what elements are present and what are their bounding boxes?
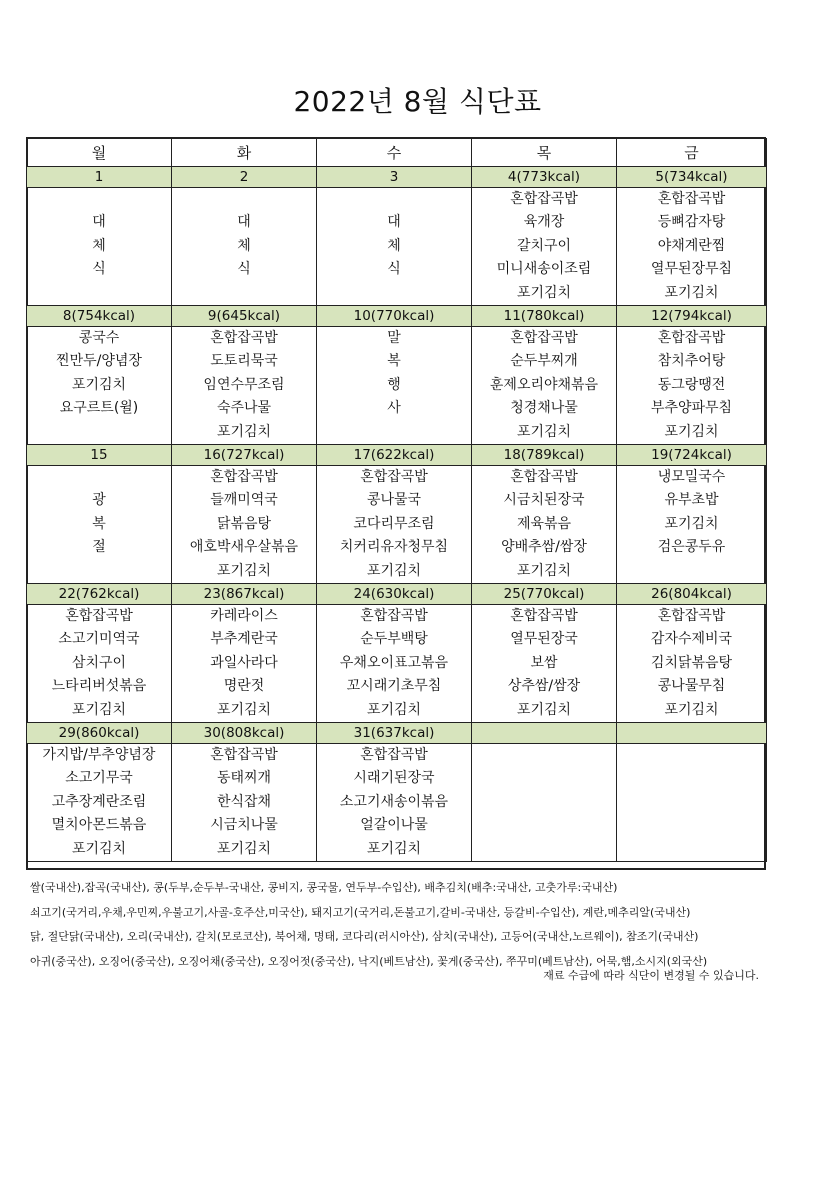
- menu-table: [26, 138, 767, 862]
- date-cell: 1: [27, 167, 172, 188]
- menu-item: 포기김치: [216, 423, 272, 440]
- menu-item: 혼합잡곡밥: [65, 608, 133, 624]
- origin-note: 아귀(중국산), 오징어(중국산), 오징어채(중국산), 오징어젓(중국산), 낙지(베트남산), 꽃게(중국산), 쭈꾸미(베트남산), 어묵,햄,소시지(외국산): [30, 954, 708, 968]
- menu-item: 식: [92, 261, 106, 278]
- menu-item: 포기김치: [664, 284, 719, 301]
- menu-item: 말: [387, 330, 401, 346]
- menu-item: [27, 560, 171, 583]
- meal-cell: [172, 188, 317, 306]
- menu-item: 열무된장국: [510, 631, 578, 648]
- meal-cell: [172, 327, 317, 445]
- menu-item: 광: [92, 492, 106, 509]
- menu-item: [317, 421, 471, 444]
- menu-item: 행: [387, 376, 401, 393]
- menu-item: 혼합잡곡밥: [510, 191, 578, 207]
- date-cell: 15: [27, 445, 172, 466]
- menu-item: 포기김치: [516, 701, 572, 718]
- menu-item: 야채계란찜: [657, 237, 726, 254]
- meal-row: [27, 188, 767, 306]
- menu-item: [617, 838, 766, 861]
- meal-cell: [617, 188, 767, 306]
- date-cell: 23(867kcal): [172, 584, 317, 605]
- menu-item: 혼합잡곡밥: [657, 191, 726, 207]
- menu-item: 혼합잡곡밥: [210, 330, 278, 346]
- change-notice: 재료 수급에 따라 식단이 변경될 수 있습니다.: [543, 969, 759, 982]
- meal-cell: [317, 744, 472, 862]
- menu-item: 콩나물무침: [657, 678, 726, 695]
- menu-item: 도토리묵국: [210, 353, 278, 370]
- page-title: 2022년 8월 식단표: [293, 85, 542, 118]
- menu-item: 제육볶음: [516, 515, 572, 532]
- menu-item: 한식잡채: [216, 793, 272, 810]
- menu-item: 포기김치: [516, 423, 572, 440]
- menu-item: [472, 791, 616, 814]
- date-cell: 11(780kcal): [472, 306, 617, 327]
- weekday-header: 월: [27, 139, 172, 167]
- menu-item: [617, 744, 766, 767]
- menu-item: 포기김치: [664, 423, 719, 440]
- meal-cell: [617, 605, 767, 723]
- date-cell: 18(789kcal): [472, 445, 617, 466]
- date-cell: 10(770kcal): [317, 306, 472, 327]
- menu-item: 식: [237, 261, 251, 278]
- origin-note: 쇠고기(국거리,우채,우민찌,우불고기,사골-호주산,미국산), 돼지고기(국거리,돈불고기,갈비-국내산, 등갈비-수입산), 계란,메추리알(국내산): [30, 905, 691, 919]
- meal-cell: [317, 466, 472, 584]
- date-cell: [617, 723, 767, 744]
- menu-item: 포기김치: [71, 840, 127, 857]
- menu-item: 대: [387, 214, 401, 231]
- menu-item: 소고기무국: [65, 770, 133, 787]
- menu-item: 혼합잡곡밥: [510, 469, 578, 485]
- menu-item: 얼갈이나물: [360, 817, 428, 834]
- menu-item: 과일사라다: [210, 654, 278, 671]
- menu-item: 혼합잡곡밥: [210, 747, 278, 763]
- date-row: [27, 445, 767, 466]
- meal-cell: [172, 605, 317, 723]
- menu-item: 김치닭볶음탕: [650, 654, 733, 671]
- menu-item: 혼합잡곡밥: [657, 608, 726, 624]
- origin-note: 쌀(국내산),잡곡(국내산), 콩(두부,순두부-국내산, 콩비지, 콩국물, 연두부-수입산), 배추김치(배추:국내산, 고춧가루:국내산): [30, 881, 618, 894]
- menu-item: 가지밥/부추양념장: [42, 747, 156, 763]
- menu-item: 포기김치: [516, 284, 572, 301]
- menu-item: 미니새송이조림: [496, 261, 592, 278]
- menu-item: 순두부백탕: [360, 631, 428, 648]
- meal-cell: [317, 605, 472, 723]
- meal-row: [27, 466, 767, 584]
- menu-item: 닭볶음탕: [216, 515, 272, 532]
- menu-item: 요구르트(윌): [59, 400, 139, 417]
- meal-cell: [617, 466, 767, 584]
- menu-item: 고추장계란조림: [51, 793, 147, 810]
- menu-item: 꼬시래기초무침: [346, 678, 442, 695]
- menu-item: 부추양파무침: [650, 400, 733, 417]
- meal-cell: [472, 744, 617, 862]
- menu-item: 포기김치: [71, 376, 127, 393]
- menu-item: 동그랑땡전: [657, 376, 726, 393]
- menu-item: [472, 838, 616, 861]
- origin-note: 닭, 절단닭(국내산), 오리(국내산), 갈치(모로코산), 북어채, 명태, 코다리(러시아산), 삼치(국내산), 고등어(국내산,노르웨이), 참조기(국내산): [30, 930, 699, 943]
- menu-item: 포기김치: [366, 701, 422, 718]
- menu-item: 식: [387, 261, 401, 278]
- meal-row: [27, 605, 767, 723]
- date-cell: 8(754kcal): [27, 306, 172, 327]
- menu-item: [617, 791, 766, 814]
- menu-item: 청경채나물: [510, 400, 578, 417]
- date-cell: 2: [172, 167, 317, 188]
- menu-item: 혼합잡곡밥: [360, 608, 428, 624]
- menu-item: 혼합잡곡밥: [360, 469, 428, 485]
- menu-item: 열무된장무침: [650, 261, 733, 278]
- meal-cell: [27, 744, 172, 862]
- menu-item: 절: [92, 539, 106, 556]
- meal-cell: [172, 466, 317, 584]
- menu-item: [27, 188, 171, 211]
- date-cell: 30(808kcal): [172, 723, 317, 744]
- date-cell: 3: [317, 167, 472, 188]
- meal-cell: [27, 605, 172, 723]
- menu-item: [317, 282, 471, 305]
- date-cell: 22(762kcal): [27, 584, 172, 605]
- date-cell: 5(734kcal): [617, 167, 767, 188]
- meal-cell: [617, 327, 767, 445]
- meal-cell: [317, 327, 472, 445]
- meal-cell: [472, 466, 617, 584]
- menu-item: 포기김치: [366, 840, 422, 857]
- date-cell: 29(860kcal): [27, 723, 172, 744]
- menu-item: 유부초밥: [664, 492, 719, 509]
- menu-item: 등뼈감자탕: [657, 214, 726, 231]
- date-cell: 4(773kcal): [472, 167, 617, 188]
- menu-item: 보쌈: [530, 654, 558, 671]
- meal-cell: [472, 188, 617, 306]
- menu-item: 대: [237, 214, 251, 231]
- date-cell: [472, 723, 617, 744]
- date-row: [27, 584, 767, 605]
- menu-item: 우채오이표고볶음: [339, 654, 449, 671]
- meal-cell: [27, 466, 172, 584]
- menu-item: 명란젓: [223, 678, 265, 695]
- date-cell: 17(622kcal): [317, 445, 472, 466]
- menu-item: 시금치나물: [210, 817, 278, 834]
- menu-item: [472, 744, 616, 767]
- menu-item: 포기김치: [71, 701, 127, 718]
- menu-item: 참치추어탕: [657, 353, 726, 370]
- meal-cell: [317, 188, 472, 306]
- menu-item: 포기김치: [516, 562, 572, 579]
- meal-cell: [472, 605, 617, 723]
- weekday-header: 화: [172, 139, 317, 167]
- menu-item: [27, 421, 171, 444]
- menu-item: 콩국수: [78, 330, 120, 346]
- menu-item: [317, 188, 471, 211]
- meal-cell: [617, 744, 767, 862]
- meal-cell: [172, 744, 317, 862]
- meal-row: [27, 327, 767, 445]
- meal-row: [27, 744, 767, 862]
- menu-item: 숙주나물: [216, 400, 272, 417]
- menu-item: [617, 814, 766, 837]
- menu-item: 부추계란국: [210, 631, 278, 648]
- menu-item: 느타리버섯볶음: [51, 678, 147, 695]
- meal-cell: [27, 188, 172, 306]
- menu-item: 혼합잡곡밥: [360, 747, 428, 763]
- menu-item: 들깨미역국: [210, 492, 278, 509]
- weekday-header: 수: [317, 139, 472, 167]
- meal-cell: [27, 327, 172, 445]
- menu-item: 애호박새우살볶음: [189, 539, 299, 556]
- menu-item: 양배추쌈/쌈장: [501, 539, 587, 556]
- menu-item: 임연수무조림: [203, 376, 285, 393]
- date-cell: 9(645kcal): [172, 306, 317, 327]
- menu-item: 삼치구이: [71, 654, 127, 671]
- menu-item: 복: [387, 353, 401, 370]
- date-cell: 25(770kcal): [472, 584, 617, 605]
- menu-item: [617, 560, 766, 583]
- menu-item: 포기김치: [216, 701, 272, 718]
- menu-item: 혼합잡곡밥: [210, 469, 278, 485]
- date-cell: 16(727kcal): [172, 445, 317, 466]
- menu-item: 코다리무조림: [353, 515, 435, 532]
- date-cell: 19(724kcal): [617, 445, 767, 466]
- menu-item: 포기김치: [216, 840, 272, 857]
- menu-item: 갈치구이: [516, 237, 572, 254]
- menu-item: [617, 767, 766, 790]
- menu-item: [172, 188, 316, 211]
- menu-item: 혼합잡곡밥: [510, 330, 578, 346]
- menu-item: 대: [92, 214, 106, 231]
- menu-item: 콩나물국: [366, 492, 422, 509]
- menu-item: 체: [387, 237, 401, 254]
- menu-item: 소고기미역국: [58, 631, 140, 648]
- meal-cell: [472, 327, 617, 445]
- menu-item: 혼합잡곡밥: [510, 608, 578, 624]
- date-row: [27, 167, 767, 188]
- menu-item: 시금치된장국: [503, 492, 585, 509]
- menu-item: 치커리유자청무침: [339, 539, 449, 556]
- menu-item: [472, 814, 616, 837]
- menu-item: 포기김치: [664, 701, 719, 718]
- menu-item: 순두부찌개: [510, 353, 578, 370]
- menu-item: 상추쌈/쌈장: [507, 678, 581, 695]
- menu-item: 육개장: [523, 214, 565, 231]
- menu-item: 사: [387, 400, 401, 417]
- weekday-header: 목: [472, 139, 617, 167]
- menu-item: 포기김치: [366, 562, 422, 579]
- menu-item: 복: [92, 515, 106, 532]
- menu-item: 체: [92, 237, 106, 254]
- menu-item: [472, 767, 616, 790]
- menu-item: 찐만두/양념장: [56, 353, 142, 370]
- menu-item: [172, 282, 316, 305]
- menu-item: 검은콩두유: [657, 539, 726, 556]
- origin-notes: [30, 876, 790, 974]
- menu-item: 카레라이스: [210, 608, 278, 624]
- date-cell: 12(794kcal): [617, 306, 767, 327]
- menu-item: 체: [237, 237, 251, 254]
- menu-item: [27, 466, 171, 489]
- date-row: [27, 306, 767, 327]
- date-cell: 24(630kcal): [317, 584, 472, 605]
- date-cell: 26(804kcal): [617, 584, 767, 605]
- menu-item: 훈제오리야채볶음: [489, 376, 599, 393]
- date-row: [27, 723, 767, 744]
- date-cell: 31(637kcal): [317, 723, 472, 744]
- menu-item: 멸치아몬드볶음: [51, 817, 147, 834]
- weekday-header: 금: [617, 139, 767, 167]
- menu-item: 포기김치: [664, 515, 719, 532]
- menu-item: 동태찌개: [216, 770, 272, 787]
- menu-item: 냉모밀국수: [657, 469, 726, 485]
- weekday-header-row: [27, 139, 767, 167]
- menu-item: 시래기된장국: [353, 770, 435, 787]
- menu-item: 감자수제비국: [650, 631, 733, 648]
- menu-item: 포기김치: [216, 562, 272, 579]
- menu-item: [27, 282, 171, 305]
- menu-item: 소고기새송이볶음: [339, 793, 449, 810]
- menu-item: 혼합잡곡밥: [657, 330, 726, 346]
